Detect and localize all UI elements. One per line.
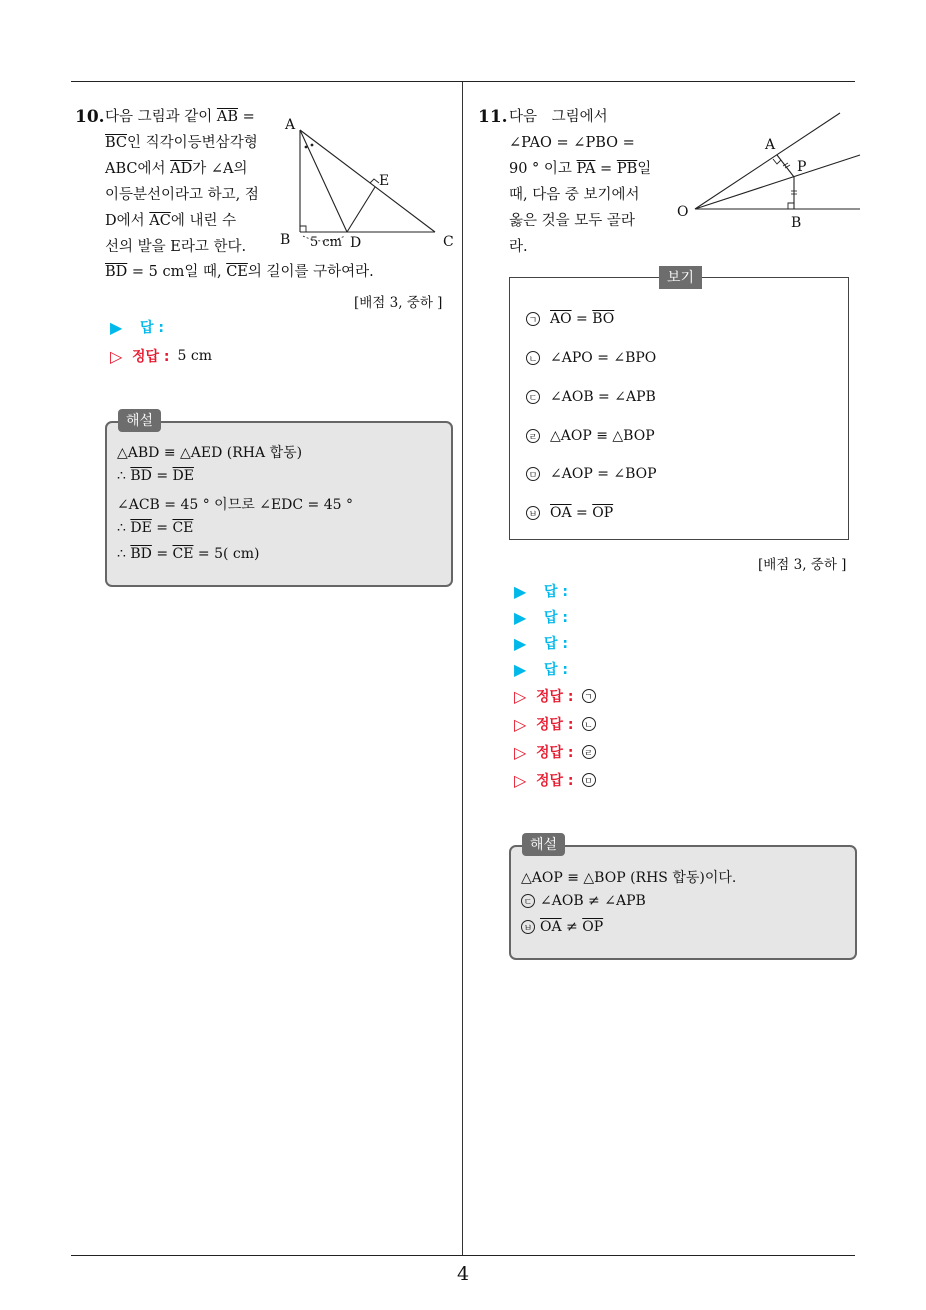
q11-angle-figure: [670, 105, 870, 235]
q10-solution-4: ∴ $\overline{DE} = \overline{CE}$: [117, 520, 194, 536]
right-angle-B: [300, 226, 306, 232]
key-arrow-icon: ▷: [514, 742, 527, 762]
q10-solution-5: ∴ $\overline{BD} = \overline{CE} = 5$( cm): [117, 546, 260, 562]
bogi-mark: ㅂ: [526, 506, 540, 520]
bogi-item-3: [526, 389, 656, 405]
key-arrow-icon: ▷: [110, 346, 123, 366]
bogi-item-4: [526, 428, 655, 444]
q11-answer-row-1: [514, 581, 568, 601]
q10-solution-tag: 해설: [118, 409, 161, 432]
right-angle-B: [788, 203, 794, 209]
right-angle-A: [773, 159, 781, 164]
key-label: 정답 :: [536, 745, 574, 761]
q10-key-row: [110, 346, 212, 366]
key-label: 정답 :: [536, 717, 574, 733]
q10-line-7: $\overline{BD} = 5$ cm일 때, $\overline{CE}$의 길이를 구하여라.: [105, 264, 374, 280]
key-mark: ㄱ: [582, 689, 596, 703]
bogi-text: △AOP ≡ △BOP: [550, 428, 655, 444]
answer-arrow-icon: ▶: [110, 317, 123, 337]
q11-line-2: ∠PAO = ∠PBO =: [509, 135, 635, 151]
q10-answer-row: [110, 317, 164, 337]
bogi-item-6: ㅂ $\overline{OA} = \overline{OP}$: [526, 505, 613, 521]
bogi-text: ∠AOB = ∠APB: [550, 389, 656, 405]
label-E: E: [379, 173, 390, 189]
bogi-item-2: [526, 350, 656, 366]
solution-mark: ㅂ: [521, 920, 535, 934]
solution-mark: ㄷ: [521, 894, 535, 908]
q10-line-5: D에서 $\overline{AC}$에 내린 수: [105, 213, 237, 229]
q11-answer-row-3: [514, 633, 568, 653]
q10-line-6: 선의 발을 E라고 한다.: [105, 239, 247, 255]
column-divider: [462, 82, 463, 1256]
page-number: 4: [456, 1263, 470, 1285]
q11-line-1: 다음 그림에서: [509, 109, 608, 125]
q11-line-5: 옳은 것을 모두 골라: [509, 213, 635, 229]
question-11-number: 11.: [478, 107, 508, 127]
bogi-mark: ㄹ: [526, 429, 540, 443]
label-O: O: [677, 204, 689, 220]
q11-solution-1: △AOP ≡ △BOP (RHS 합동)이다.: [521, 870, 737, 886]
segment-AD: [300, 130, 347, 232]
q11-key-row-3: [514, 742, 606, 762]
q11-answer-row-4: [514, 659, 568, 679]
q10-triangle-figure: [275, 108, 465, 253]
q10-line-1: 다음 그림과 같이 $\overline{AB}$ =: [105, 109, 255, 125]
top-rule: [71, 81, 855, 82]
key-mark: ㅁ: [582, 773, 596, 787]
bogi-mark: ㄱ: [526, 312, 540, 326]
q10-score: [배점 3, 중하 ]: [354, 295, 443, 311]
label-P: P: [797, 159, 807, 175]
q11-key-row-1: [514, 686, 606, 706]
q10-solution-3: ∠ACB = 45 ° 이므로 ∠EDC = 45 °: [117, 497, 353, 513]
answer-label: 답 :: [544, 584, 568, 600]
bogi-mark: ㄴ: [526, 351, 540, 365]
key-label: 정답 :: [132, 349, 170, 365]
answer-arrow-icon: ▶: [514, 659, 527, 679]
question-10-number: 10.: [75, 107, 105, 127]
bogi-text: ∠AOP = ∠BOP: [550, 466, 657, 482]
segment-AC: [300, 130, 435, 232]
answer-label: 답 :: [544, 636, 568, 652]
answer-arrow-icon: ▶: [514, 633, 527, 653]
q11-solution-tag: 해설: [522, 833, 565, 856]
q10-line-3: ABC에서 $\overline{AD}$가 ∠A의: [105, 161, 248, 177]
bogi-item-1: ㄱ $\overline{AO} = \overline{BO}$: [526, 311, 614, 327]
q11-key-row-4: [514, 770, 606, 790]
key-mark: ㄹ: [582, 745, 596, 759]
q11-answer-row-2: [514, 607, 568, 627]
q11-score: [배점 3, 중하 ]: [758, 557, 847, 573]
answer-arrow-icon: ▶: [514, 607, 527, 627]
q11-bogi-tag: 보기: [659, 266, 702, 289]
bottom-rule: [71, 1255, 855, 1256]
q11-solution-2: ㄷ ∠AOB ≠ ∠APB: [521, 893, 646, 909]
key-arrow-icon: ▷: [514, 686, 527, 706]
bogi-mark: ㅁ: [526, 467, 540, 481]
bogi-mark: ㄷ: [526, 390, 540, 404]
q11-line-3: 90 ° 이고 $\overline{PA} = \overline{PB}$일: [509, 161, 652, 177]
label-B: B: [280, 232, 291, 248]
label-A: A: [765, 137, 776, 153]
ray-OA: [695, 113, 840, 209]
q11-key-row-2: [514, 714, 606, 734]
bogi-text: ∠APO = ∠BPO: [550, 350, 657, 366]
answer-label: 답 :: [544, 662, 568, 678]
right-angle-E: [370, 179, 379, 183]
angle-mark-1: [305, 146, 308, 149]
label-5cm: 5 cm: [310, 235, 343, 250]
segment-AP: [777, 155, 794, 177]
q11-line-4: 때, 다음 중 보기에서: [509, 187, 640, 203]
q11-solution-3: ㅂ $\overline{OA}$ ≠ $\overline{OP}$: [521, 919, 603, 935]
label-B: B: [791, 215, 802, 231]
q10-solution-1: △ABD ≡ △AED (RHA 합동): [117, 445, 303, 461]
q10-line-4: 이등분선이라고 하고, 점: [105, 187, 259, 203]
label-C: C: [443, 234, 454, 250]
label-A: A: [285, 117, 296, 133]
q10-line-2: $\overline{BC}$인 직각이등변삼각형: [105, 135, 258, 151]
answer-arrow-icon: ▶: [514, 581, 527, 601]
key-label: 정답 :: [536, 773, 574, 789]
label-D: D: [350, 235, 362, 251]
segment-DE: [347, 187, 375, 232]
key-value: 5 cm: [177, 348, 213, 364]
angle-mark-2: [311, 144, 314, 147]
q11-line-6: 라.: [509, 239, 528, 255]
answer-label: 답 :: [544, 610, 568, 626]
key-arrow-icon: ▷: [514, 714, 527, 734]
answer-label: 답 :: [140, 320, 164, 336]
key-mark: ㄴ: [582, 717, 596, 731]
key-arrow-icon: ▷: [514, 770, 527, 790]
bogi-item-5: [526, 466, 657, 482]
q10-solution-2: ∴ $\overline{BD} = \overline{DE}$: [117, 468, 194, 484]
key-label: 정답 :: [536, 689, 574, 705]
